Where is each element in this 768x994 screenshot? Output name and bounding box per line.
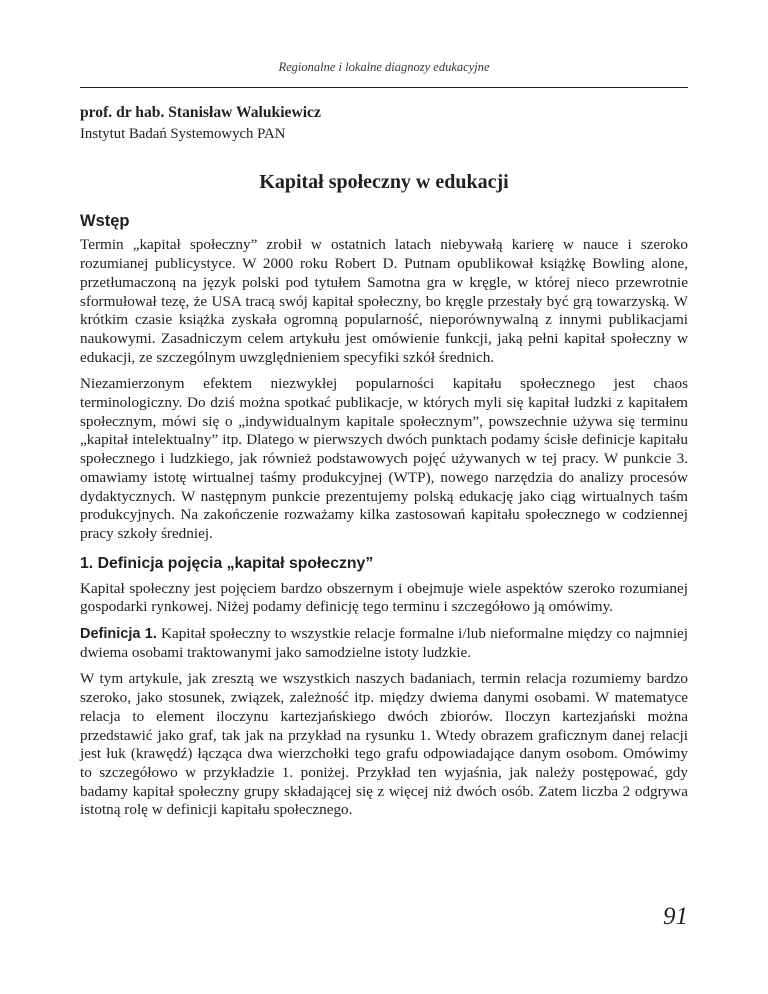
intro-paragraph-2: Niezamierzonym efektem niezwykłej popularności kapitału społecznego jest chaos terminologiczny. Do dziś można spotkać publikacje, w których myli się kapitał ludzki z kapitałem społecznym, mówi się o „indywidualnym kapitale społecznym”, powszechnie używa się terminu „kapitał intelektualny” itp. Dlatego w pierwszych dwóch punktach podamy ścisłe definicje kapitału społecznego i ludzkiego, jak również podstawowych pojęć używanych w tej pracy. W punkcie 3. omawiamy istotę wirtualnej taśmy produkcyjnej (WTP), nowego narzędzia do analizy procesów dydaktycznych. W następnym punkcie prezentujemy polską edukację jako ciąg wirtualnych taśm produkcyjnych. Na zakończenie rozważamy kilka zastosowań kapitału społecznego w codziennej pracy szkoły średniej. [80, 375, 688, 542]
author-name: prof. dr hab. Stanisław Walukiewicz [80, 104, 321, 121]
section-1-paragraph-1: Kapitał społeczny jest pojęciem bardzo obszernym i obejmuje wiele aspektów szeroko rozumianej gospodarki rynkowej. Niżej podamy definicję tego terminu i szczegółowo ją omówimy. [80, 579, 688, 616]
article-title: Kapitał społeczny w edukacji [259, 171, 509, 194]
page-content [80, 104, 688, 828]
header-rule [80, 87, 688, 88]
definition-label: Definicja 1. [80, 626, 157, 643]
intro-heading: Wstęp [80, 212, 130, 231]
definition-text: Kapitał społeczny to wszystkie relacje formalne i/lub nieformalne między co najmniej dwiema osobami traktowanymi jako samodzielne istoty ludzkie. [80, 625, 688, 661]
page-number: 91 [663, 903, 688, 930]
section-1-paragraph-2: W tym artykule, jak zresztą we wszystkich naszych badaniach, termin relacja rozumiemy bardzo szeroko, jako stosunek, związek, zależność itp. między dwiema danymi osobami. W matematyce relacja to element iloczynu kartezjańskiego dwóch zbiorów. Iloczyn kartezjański można przedstawić jako graf, tak jak na przykład na rysunku 1. Wtedy obrazem graficznym danej relacji jest łuk (krawędź) łącząca dwa wierzchołki tego grafu odpowiadające danym osobom. Omówimy to szczegółowo w przykładzie 1. poniżej. Przykład ten wyjaśnia, jak należy postępować, gdy badamy kapitał społeczny grupy składającej się z więcej niż dwóch osób. Zatem liczba 2 odgrywa istotną rolę w definicji kapitału społecznego. [80, 670, 688, 819]
intro-paragraph-1: Termin „kapitał społeczny” zrobił w ostatnich latach niebywałą karierę w nauce i szeroko rozumianej publicystyce. W 2000 roku Robert D. Putnam opublikował książkę Bowling alone, przetłumaczoną na język polski pod tytułem Samotna gra w kręgle, w której nieco przewrotnie sformułował tezę, że USA tracą swój kapitał społeczny, bo kręgle przestały być grą towarzyską. W krótkim czasie książka zyskała ogromną popularność, nieporównywalną z innymi publikacjami naukowymi. Zasadniczym celem artykułu jest omówienie funkcji, jaką pełni kapitał społeczny w edukacji, ze szczególnym uwzględnieniem specyfiki szkół średnich. [80, 236, 688, 366]
section-1-heading: 1. Definicja pojęcia „kapitał społeczny” [80, 554, 374, 572]
running-header: Regionalne i lokalne diagnozy edukacyjne [278, 60, 490, 74]
definition-paragraph [80, 625, 688, 662]
author-affiliation: Instytut Badań Systemowych PAN [80, 125, 286, 142]
